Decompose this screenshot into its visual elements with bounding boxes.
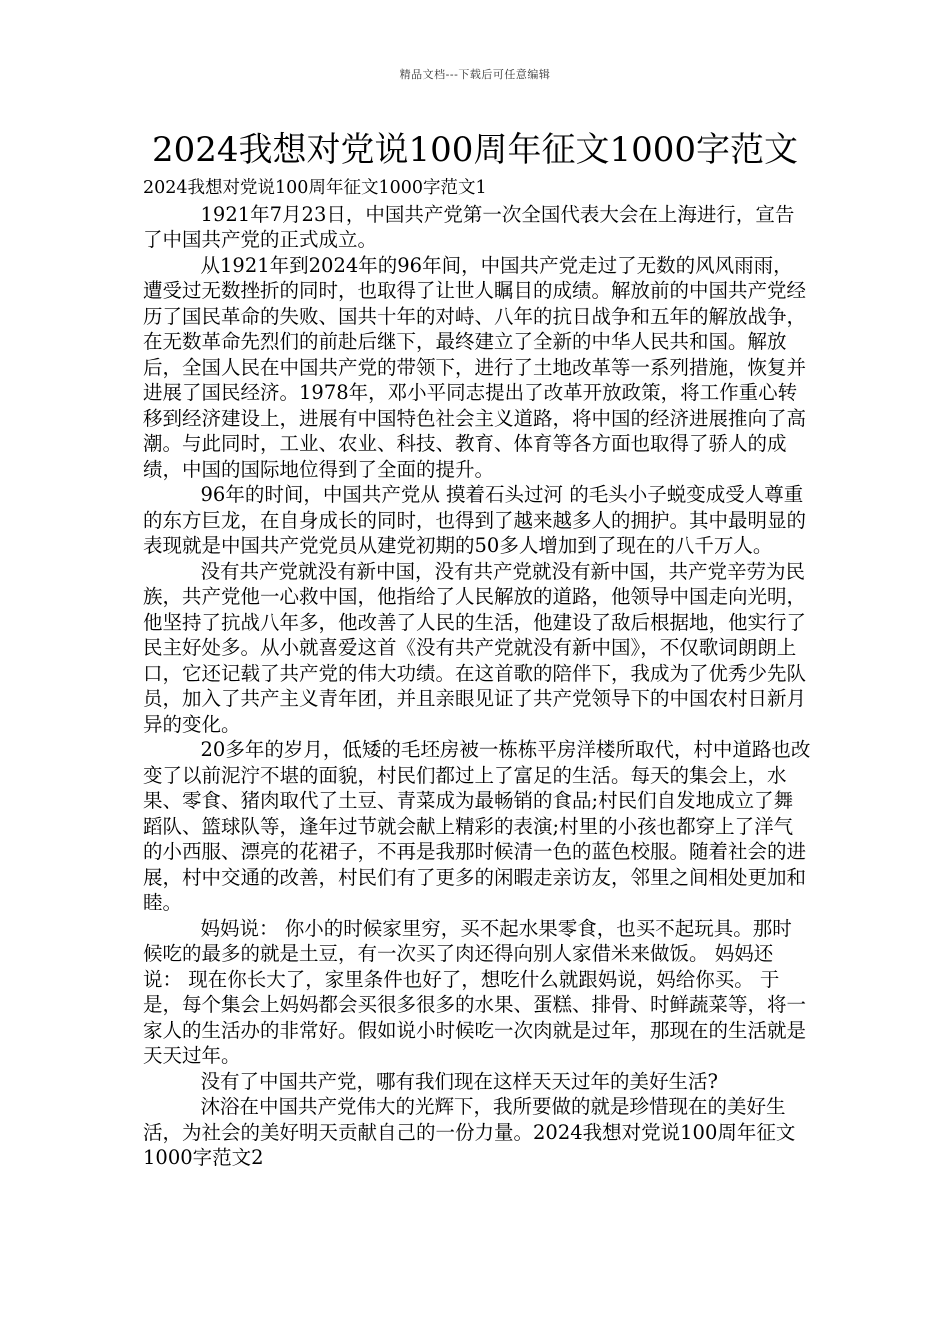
paragraph: 妈妈说： 你小的时候家里穷，买不起水果零食，也买不起玩具。那时候吃的最多的就是土豆，有一次买了肉还得向别人家借米来做饭。 妈妈还说： 现在你长大了，家里条件也好了，想吃什么就跟妈说，妈给你买。 于是，每个集会上妈妈都会买很多很多的水果、蛋糕、排骨、时鲜蔬菜等，将一家人的生活办的非常好。假如说小时候吃一次肉就是过年，那现在的生活就是天天过年。	[143, 916, 807, 1067]
paragraph: 20多年的岁月，低矮的毛坯房被一栋栋平房洋楼所取代，村中道路也改变了以前泥泞不堪的面貌，村民们都过上了富足的生活。每天的集会上，水果、零食、猪肉取代了土豆、青菜成为最畅销的食品;村民们自发地成立了舞蹈队、篮球队等，逢年过节就会献上精彩的表演;村里的小孩也都穿上了洋气的小西服、漂亮的花裙子，不再是我那时候清一色的蓝色校服。随着社会的进展，村中交通的改善，村民们有了更多的闲暇走亲访友，邻里之间相处更加和睦。	[143, 738, 811, 914]
header-note: 精品文档---下载后可任意编辑	[399, 68, 551, 81]
document-body	[143, 176, 811, 1171]
paragraph: 96年的时间，中国共产党从 摸着石头过河 的毛头小子蜕变成受人尊重的东方巨龙，在自身成长的同时，也得到了越来越多人的拥护。其中最明显的表现就是中国共产党党员从建党初期的50多人增加到了现在的八千万人。	[143, 483, 807, 557]
paragraph: 沐浴在中国共产党伟大的光辉下，我所要做的就是珍惜现在的美好生活，为社会的美好明天贡献自己的一份力量。2024我想对党说100周年征文1000字范文2	[143, 1095, 796, 1169]
paragraph: 从1921年到2024年的96年间，中国共产党走过了无数的风风雨雨，遭受过无数挫折的同时，也取得了让世人瞩目的成绩。解放前的中国共产党经历了国民革命的失败、国共十年的对峙、八年的抗日战争和五年的解放战争，在无数革命先烈们的前赴后继下，最终建立了全新的中华人民共和国。解放后，全国人民在中国共产党的带领下，进行了土地改革等一系列措施，恢复并进展了国民经济。1978年，邓小平同志提出了改革开放政策，将工作重心转移到经济建设上，进展有中国特色社会主义道路，将中国的经济进展推向了高潮。与此同时，工业、农业、科技、教育、体育等各方面也取得了骄人的成绩，中国的国际地位得到了全面的提升。	[143, 253, 807, 481]
paragraph: 没有共产党就没有新中国，没有共产党就没有新中国，共产党辛劳为民族，共产党他一心救中国，他指给了人民解放的道路，他领导中国走向光明，他坚持了抗战八年多，他改善了人民的生活，他建设了敌后根据地，他实行了民主好处多。从小就喜爱这首《没有共产党就没有新中国》，不仅歌词朗朗上口，它还记载了共产党的伟大功绩。在这首歌的陪伴下，我成为了优秀少先队员，加入了共产主义青年团，并且亲眼见证了共产党领导下的中国农村日新月异的变化。	[143, 559, 807, 736]
paragraph: 1921年7月23日，中国共产党第一次全国代表大会在上海进行，宣告了中国共产党的正式成立。	[143, 202, 795, 251]
paragraph: 没有了中国共产党，哪有我们现在这样天天过年的美好生活?	[200, 1069, 718, 1093]
document-title: 2024我想对党说100周年征文1000字范文	[152, 130, 798, 170]
section-subtitle: 2024我想对党说100周年征文1000字范文1	[143, 178, 487, 198]
